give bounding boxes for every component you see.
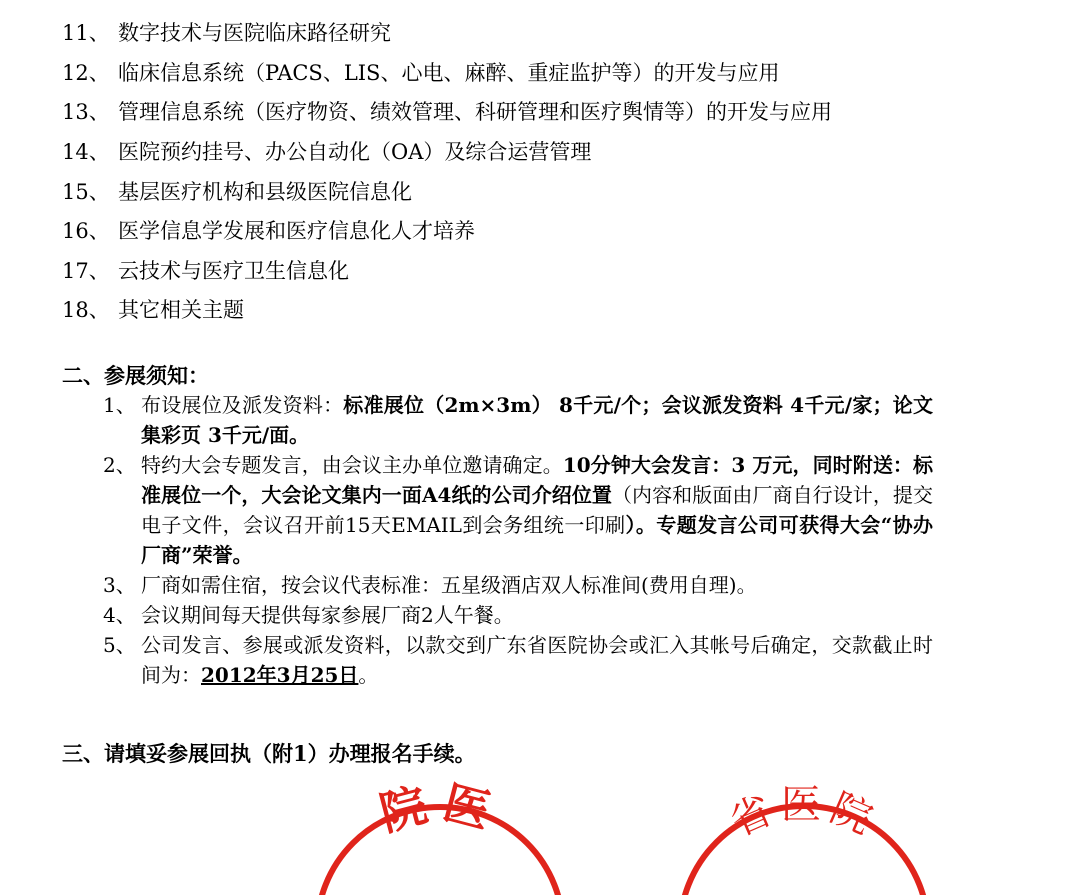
notice-item <box>103 570 933 600</box>
text-run: 公司发言、参展或派发资料，以款交到广东省医院协会或汇入其帐号后确定，交款截止时间为： <box>141 633 933 687</box>
notice-item <box>103 630 933 690</box>
item-number: 15、 <box>62 179 110 204</box>
item-text: 数字技术与医院临床路径研究 <box>118 21 391 46</box>
item-number: 18、 <box>62 298 110 323</box>
item-number: 14、 <box>62 140 110 165</box>
item-text: 云技术与医疗卫生信息化 <box>118 258 349 283</box>
item-text: 基层医疗机构和县级医院信息化 <box>118 179 412 204</box>
item-text: 会议期间每天提供每家参展厂商2人午餐。 <box>141 603 514 627</box>
bold-text-run: 10分钟大会发言：3 万元，同时附送：标准展位一个，大会论文集内一面A4纸的公司介绍位置 <box>141 453 934 507</box>
list-item <box>62 54 1002 94</box>
text-run: （内容和版面由厂商自行设计，提交电子文件，会议召开前15天EMAIL到会务组统一印刷 <box>141 483 933 537</box>
item-text: 厂商如需住宿，按会议代表标准：五星级酒店双人标准间(费用自理)。 <box>141 573 757 597</box>
item-number: 13、 <box>62 100 110 125</box>
item-text: 管理信息系统（医疗物资、绩效管理、科研管理和医疗舆情等）的开发与应用 <box>118 100 832 125</box>
notice-item <box>103 390 933 450</box>
seal-right <box>680 782 928 895</box>
list-item <box>62 14 1002 54</box>
list-item <box>62 252 1002 292</box>
item-number: 3、 <box>103 573 136 597</box>
item-text <box>141 450 933 570</box>
text-run: 特约大会专题发言，由会议主办单位邀请确定。 <box>141 453 563 477</box>
notice-item <box>103 450 933 570</box>
item-text: 其它相关主题 <box>118 298 244 323</box>
seal-left-text <box>374 775 505 841</box>
item-number: 12、 <box>62 60 110 85</box>
item-number: 4、 <box>103 603 136 627</box>
seal-left-text-path: 院医 <box>374 774 506 842</box>
item-number: 1、 <box>103 393 136 417</box>
list-item <box>62 291 1002 331</box>
item-text: 医学信息学发展和医疗信息化人才培养 <box>118 219 475 244</box>
bold-text-run: 标准展位（2m×3m） 8千元/个；会议派发资料 4千元/家；论文集彩页 3千元/面。 <box>141 393 934 447</box>
topic-list <box>62 14 1002 331</box>
notice-item <box>103 600 933 630</box>
deadline-date: 2012年3月25日 <box>201 663 359 687</box>
item-number: 5、 <box>103 633 136 657</box>
item-number: 16、 <box>62 219 110 244</box>
list-item <box>62 93 1002 133</box>
seal-left <box>317 775 563 895</box>
item-number: 2、 <box>103 453 136 477</box>
item-text: 临床信息系统（PACS、LIS、心电、麻醉、重症监护等）的开发与应用 <box>118 60 780 85</box>
list-item <box>62 133 1002 173</box>
text-run: 。 <box>358 663 379 687</box>
list-item <box>62 212 1002 252</box>
notice-list <box>103 390 933 690</box>
item-text: 医院预约挂号、办公自动化（OA）及综合运营管理 <box>118 140 592 165</box>
section-heading-registration: 三、请填妥参展回执（附1）办理报名手续。 <box>62 741 476 766</box>
bold-text-run: ）。专题发言公司可获得大会“协办厂商”荣誉。 <box>141 513 933 567</box>
text-run: 布设展位及派发资料： <box>141 393 344 417</box>
seal-right-text-path: 省医院 <box>723 782 885 846</box>
item-number: 11、 <box>62 21 110 46</box>
seal-left-ring <box>317 807 563 895</box>
item-text <box>141 630 933 690</box>
list-item <box>62 172 1002 212</box>
item-text <box>141 390 933 450</box>
item-number: 17、 <box>62 258 110 283</box>
seal-right-ring <box>680 806 928 895</box>
section-heading-exhibition-notice: 二、参展须知： <box>62 363 209 388</box>
seal-right-text <box>724 782 884 846</box>
